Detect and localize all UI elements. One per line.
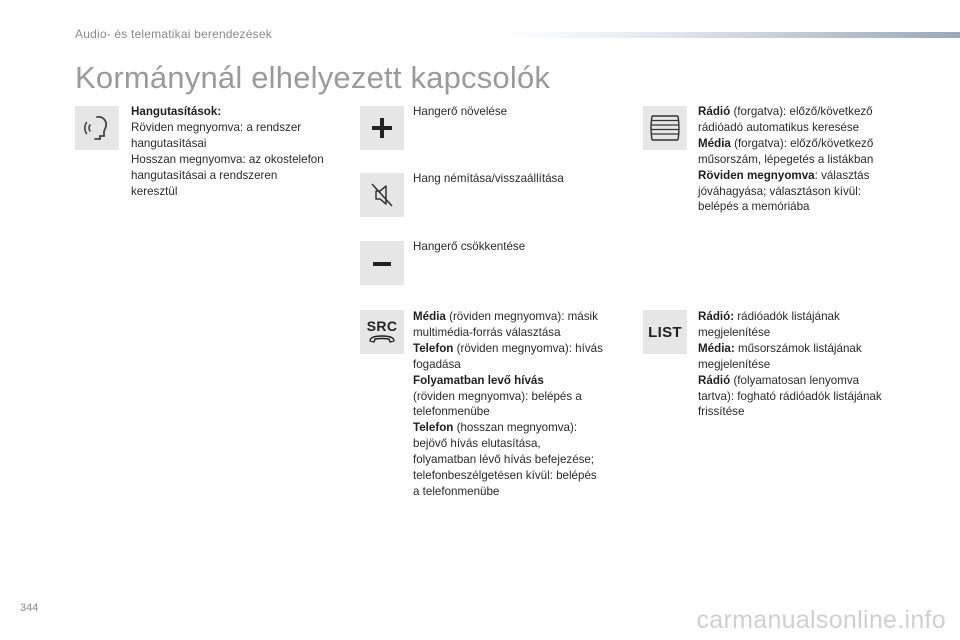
section-header: Audio- és telematikai berendezések (75, 27, 272, 41)
mute-description (413, 171, 564, 187)
text-line: bejövő hívás elutasítása, (413, 437, 541, 451)
text-line: Média (röviden megnyomva): másik (413, 310, 598, 323)
text-line: Folyamatban levő hívás (413, 373, 544, 387)
voice-command-icon (75, 106, 119, 150)
text-line: jóváhagyása; választáson kívül: (698, 184, 862, 198)
list-description (698, 309, 882, 420)
text-line: (röviden megnyomva): belépés a (413, 389, 582, 403)
thumbwheel-icon (643, 106, 687, 150)
voice-command-description (131, 104, 324, 199)
plus-icon (360, 106, 404, 150)
text-line: a telefonmenübe (413, 484, 500, 498)
watermark: carmanualsonline.info (696, 606, 946, 634)
page-number: 344 (20, 602, 39, 614)
text-line: rádióadó automatikus keresése (698, 120, 860, 134)
text-line: Rádió (folyamatosan lenyomva (698, 373, 860, 387)
text-line: megjelenítése (698, 325, 771, 339)
minus-icon (360, 241, 404, 285)
header-bar (500, 32, 960, 38)
text-line: folyamatban lévő hívás befejezése; (413, 453, 595, 467)
text-line: telefonbeszélgetésen kívül: belépés (413, 469, 597, 483)
volume-down-description (413, 239, 525, 255)
text-line: frissítése (698, 405, 745, 419)
text-line: Hosszan megnyomva: az okostelefon (131, 152, 324, 166)
text-line: Röviden megnyomva: a rendszer (131, 120, 302, 134)
text-line: Rádió (forgatva): előző/következő (698, 105, 873, 118)
text-line: Média: műsorszámok listájának (698, 341, 862, 355)
text-line: fogadása (413, 357, 461, 371)
list-icon-label: LIST (648, 323, 682, 341)
text-line: Média (forgatva): előző/következő (698, 136, 874, 150)
text-line: telefonmenübe (413, 405, 490, 419)
text-line: keresztül (131, 184, 178, 198)
text-line: Telefon (hosszan megnyomva): (413, 421, 578, 435)
text-line: multimédia-forrás választása (413, 325, 561, 339)
text-line: Rádió: rádióadók listájának (698, 310, 840, 323)
text-line: tartva): fogható rádióadók listájának (698, 389, 882, 403)
text-line: Hangerő csökkentése (413, 240, 526, 253)
text-line: Hangutasítások: (131, 105, 222, 118)
text-line: belépés a memóriába (698, 200, 810, 214)
src-phone-icon (360, 310, 404, 354)
page-title: Kormánynál elhelyezett kapcsolók (75, 60, 551, 95)
list-icon (643, 310, 687, 354)
text-line: műsorszám, lépegetés a listákban (698, 152, 874, 166)
text-line: megjelenítése (698, 357, 771, 371)
mute-icon (360, 173, 404, 217)
text-line: Telefon (röviden megnyomva): hívás (413, 341, 603, 355)
text-line: hangutasításai (131, 136, 207, 150)
text-line: Hangerő növelése (413, 105, 508, 118)
src-icon-label: SRC (366, 318, 398, 334)
text-line: Röviden megnyomva: választás (698, 168, 870, 182)
volume-up-description (413, 104, 507, 120)
text-line: Hang némítása/visszaállítása (413, 172, 564, 185)
phone-handset-icon (367, 333, 397, 345)
text-line: hangutasításai a rendszeren (131, 168, 278, 182)
thumbwheel-description (698, 104, 873, 215)
src-description (413, 309, 603, 500)
